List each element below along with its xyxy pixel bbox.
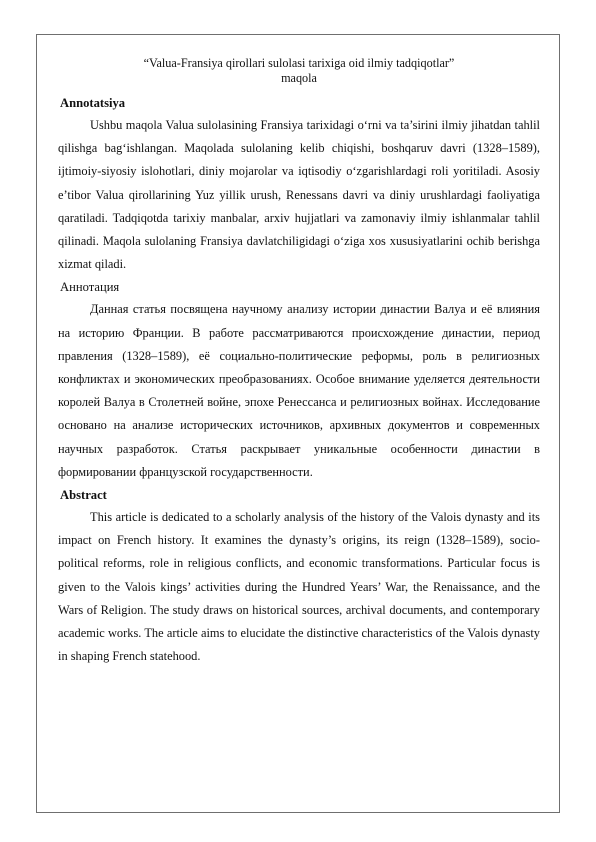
section-text-ru: Данная статья посвящена научному анализу истории династии Валуа и её влияния на историю Франции. В работе рассматриваются происхождение династии, период правления (1328–1589), её социально-политические реформы, роль в религиозных конфликтах и экономических преобразованиях. Особое внимание уделяется деятельности королей Валуа в Столетней войне, эпохе Ренессанса и религиозных войнах. Исследование основано на анализе исторических источников, архивных документов и современных научных разработок. Статья раскрывает уникальные особенности династии в формировании французской государственности. bbox=[58, 302, 540, 479]
article-body bbox=[58, 56, 540, 671]
section-heading-ru: Аннотация bbox=[60, 280, 120, 295]
article-subtitle: maqola bbox=[281, 71, 317, 85]
section-abstract bbox=[58, 487, 540, 668]
section-text-uz: Ushbu maqola Valua sulolasining Fransiya tarixidagi o‘rni va ta’sirini ilmiy jihatdan tahlil qilishga bag‘ishlangan. Maqolada sulolaning kelib chiqishi, boshqaruv davri (1328–1589), ijtimoiy-siyosiy islohotlari, diniy mojarolar va iqtisodiy o‘zgarishlardagi roli yoritiladi. Asosiy e’tibor Valua qirollarining Yuz yillik urush, Renessans davri va diniy urushlardagi faoliyatiga qaratiladi. Tadqiqotda tarixiy manbalar, arxiv hujjatlari va zamonaviy ilmiy ishlanmalar tahlil qilinadi. Maqola sulolaning Fransiya davlatchiligidagi o‘ziga xos xususiyatlarini ochib berishga xizmat qiladi. bbox=[58, 118, 540, 272]
section-heading-en: Abstract bbox=[60, 488, 107, 503]
section-heading-uz: Annotatsiya bbox=[60, 96, 126, 110]
section-text-en: This article is dedicated to a scholarly analysis of the history of the Valois dynasty and its impact on French history. It examines the dynasty’s origins, its reign (1328–1589), socio-political reforms, role in religious conflicts, and economic transformations. Particular focus is given to the Valois kings’ activities during the Hundred Years’ War, the Renaissance, and the Wars of Religion. The study draws on historical sources, archival documents, and contemporary academic works. The article aims to elucidate the distinctive characteristics of the Valois dynasty in shaping French statehood. bbox=[58, 510, 540, 664]
article-title: “Valua-Fransiya qirollari sulolasi tarixiga oid ilmiy tadqiqotlar” bbox=[143, 56, 455, 70]
section-annotatsiya-ru bbox=[58, 279, 540, 484]
section-annotatsiya bbox=[58, 95, 540, 276]
